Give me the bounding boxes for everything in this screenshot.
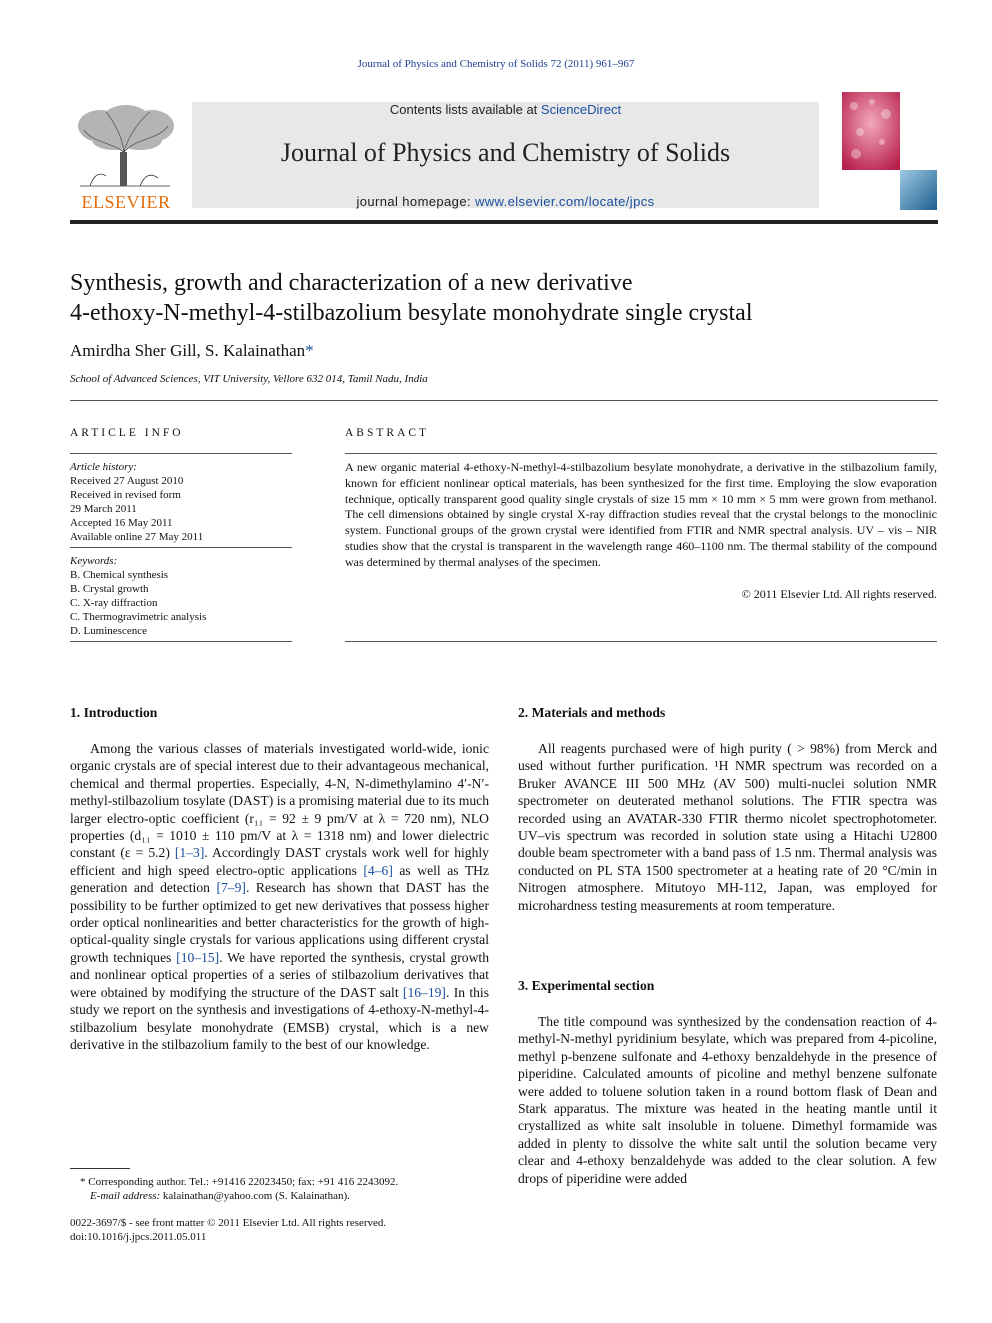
contents-line — [192, 102, 819, 117]
section-heading-introduction: 1. Introduction — [70, 705, 158, 720]
email-label: E-mail address: — [90, 1190, 161, 1202]
article-title-line-1: Synthesis, growth and characterization of a new derivative — [70, 270, 633, 296]
article-info-bottom-rule — [70, 641, 292, 642]
abstract-top-rule — [345, 453, 937, 454]
introduction-paragraph — [70, 740, 489, 1053]
author-names: Amirdha Sher Gill, S. Kalainathan — [70, 341, 306, 360]
email-line — [70, 1189, 490, 1203]
citation-link[interactable]: [16–19] — [402, 984, 446, 1000]
footnote — [70, 1175, 490, 1203]
authors — [70, 341, 314, 361]
keyword-item: C. X-ray diffraction — [70, 597, 158, 609]
contents-prefix: Contents lists available at — [389, 102, 541, 117]
introduction-body — [70, 740, 489, 1053]
affiliation: School of Advanced Sciences, VIT University, Vellore 632 014, Tamil Nadu, India — [70, 373, 428, 385]
email-address[interactable]: kalainathan@yahoo.com (S. Kalainathan). — [160, 1190, 350, 1202]
history-item: Received 27 August 2010 — [70, 475, 184, 487]
homepage-prefix: journal homepage: — [356, 194, 475, 209]
corresponding-author-mark[interactable]: * — [305, 341, 314, 360]
abstract-copyright: © 2011 Elsevier Ltd. All rights reserved. — [741, 587, 937, 601]
citation-link[interactable]: [7–9] — [216, 880, 246, 896]
journal-name: Journal of Physics and Chemistry of Solids — [280, 138, 731, 167]
corresponding-author-note: * Corresponding author. Tel.: +91416 22023450; fax: +91 416 2243092. — [80, 1176, 399, 1188]
intro-text-f: . In this study we report on the synthesis and investigations of 4-ethoxy-N-methyl-4-stilbazolium besylate monohydrate (EMSB) crystal, which is a new derivative in the stilbazolium family to the best of our knowledge. — [70, 984, 489, 1052]
abstract-bottom-rule — [345, 641, 937, 642]
article-info-heading: ARTICLE INFO — [70, 427, 184, 439]
doi-line[interactable]: doi:10.1016/j.jpcs.2011.05.011 — [70, 1231, 207, 1243]
history-item: Available online 27 May 2011 — [70, 531, 204, 543]
history-item: 29 March 2011 — [70, 503, 137, 515]
front-matter — [70, 1216, 490, 1244]
history-item: Accepted 16 May 2011 — [70, 517, 173, 529]
article-info-rule — [70, 453, 292, 454]
materials-body — [518, 740, 937, 914]
experimental-body — [518, 1013, 937, 1187]
intro-text-e: . We have reported the synthesis, crystal growth and nonlinear optical properties of a series of stilbazolium derivatives that were obtained by modifying the structure of the DAST salt — [70, 949, 489, 1000]
header-rule — [70, 220, 938, 224]
section-heading-experimental: 3. Experimental section — [518, 978, 655, 993]
materials-paragraph: All reagents purchased were of high purity ( > 98%) from Merck and used without further purification. ¹H NMR spectrum was recorded on a Bruker AVANCE III 500 MHz (AV 500) multi-nuclei solution NMR spectrometer on deuterated methanol solutions. The FTIR spectra was recorded using an AVATAR-330 FTIR thermo nicolet spectrophotometer. UV–vis spectrum was recorded in solution state using a Hitachi U2800 double beam spectrometer with a band pass of 1.5 nm. Thermal analysis was conducted on PL STA 1500 spectrometer at a heating rate of 20 °C/min in Nitrogen atmosphere. Mitutoyo MH-112, Japan, was employed for microhardness testing measurements at room temperature. — [518, 741, 937, 913]
keywords-label: Keywords: — [70, 555, 118, 567]
section-heading-materials: 2. Materials and methods — [518, 705, 666, 720]
abstract-text: A new organic material 4-ethoxy-N-methyl-4-stilbazolium besylate monohydrate, a derivative in the stilbazolium family, known for efficient nonlinear optical materials, has been synthesized for the first time. Employing the slow evaporation technique, optically transparent good quality single crystals of size 15 mm × 10 mm × 5 mm were grown from methanol. The cell dimensions obtained by single crystal X-ray diffraction studies reveal that the crystal belongs to the monoclinic system. Functional groups of the grown crystal were identified from FTIR and NMR spectral analysis. UV – vis – NIR studies show that the crystal is transparent in the wavelength range 460–1100 nm. The thermal stability of the compound was determined by thermal analyses of the specimen. — [345, 460, 937, 569]
keywords-rule — [70, 547, 292, 548]
issn-line: 0022-3697/$ - see front matter © 2011 Elsevier Ltd. All rights reserved. — [70, 1217, 387, 1229]
intro-text-c: as well as THz generation and detection — [70, 862, 489, 896]
journal-cover-image — [842, 92, 937, 210]
title-rule — [70, 400, 938, 401]
keyword-item: C. Thermogravimetric analysis — [70, 611, 207, 623]
sciencedirect-link[interactable]: ScienceDirect — [540, 102, 622, 117]
elsevier-logo — [70, 102, 182, 212]
citation-link[interactable]: [10–15] — [176, 949, 220, 965]
citation-link[interactable]: [1–3] — [174, 845, 205, 861]
citation-link[interactable]: [4–6] — [363, 862, 393, 878]
publisher-name: ELSEVIER — [81, 192, 171, 212]
history-label: Article history: — [70, 461, 137, 473]
abstract-heading: ABSTRACT — [345, 427, 430, 439]
homepage-link[interactable]: www.elsevier.com/locate/jpcs — [474, 194, 655, 209]
history-item: Received in revised form — [70, 489, 181, 501]
intro-text-a: Among the various classes of materials investigated world-wide, ionic organic crystals are of special interest due to their advantageous mechanical, chemical and thermal properties. Especially, 4-N, N-dimethylamino 4′-N′-methyl-stilbazolium tosylate (DAST) is a promising material due to its much larger electro-optic coefficient (r₁₁ = 92 ± 9 pm/V at λ = 720 nm), NLO properties (d₁₁ = 1010 ± 110 pm/V at λ = 1318 nm) and lower dielectric constant (ε = 5.2) — [70, 741, 489, 861]
experimental-paragraph: The title compound was synthesized by the condensation reaction of 4-methyl-N-methyl pyridinium besylate, which was prepared from 4-picoline, methyl p-benzene sulfonate and 4-ethoxy benzaldehyde in the presence of piperidine. Calculated amounts of picoline and methyl benzene sulfonate were added to toluene solution taken in a round bottom flask of Dean and Stark apparatus. The mixture was heated in the heating mantle until it crystallized as white salt insoluble in toluene. Dimethyl formamide was added in plenty to dissolve the white salt until the solution became very clear and 4-ethoxy benzaldehyde was added to the clear solution. A few drops of piperidine were added — [518, 1014, 937, 1186]
intro-text-d: . Research has shown that DAST has the possibility to be further optimized to get new derivatives that possess higher order optical nonlinearities and better characteristics for the growth of high-optical-quality single crystals for various applications using different crystal growth techniques — [70, 880, 489, 965]
journal-homepage — [192, 194, 819, 209]
journal-citation[interactable]: Journal of Physics and Chemistry of Solids 72 (2011) 961–967 — [357, 58, 635, 70]
keyword-item: B. Chemical synthesis — [70, 569, 169, 581]
keyword-item: B. Crystal growth — [70, 583, 149, 595]
footnote-rule — [70, 1168, 130, 1169]
article-info — [70, 460, 292, 638]
intro-text-b: . Accordingly DAST crystals work well for highly efficient and high speed electro-optic applications — [70, 845, 489, 878]
keyword-item: D. Luminescence — [70, 625, 147, 637]
article-title — [70, 268, 938, 328]
article-title-line-2: 4-ethoxy-N-methyl-4-stilbazolium besylate monohydrate single crystal — [70, 300, 753, 326]
